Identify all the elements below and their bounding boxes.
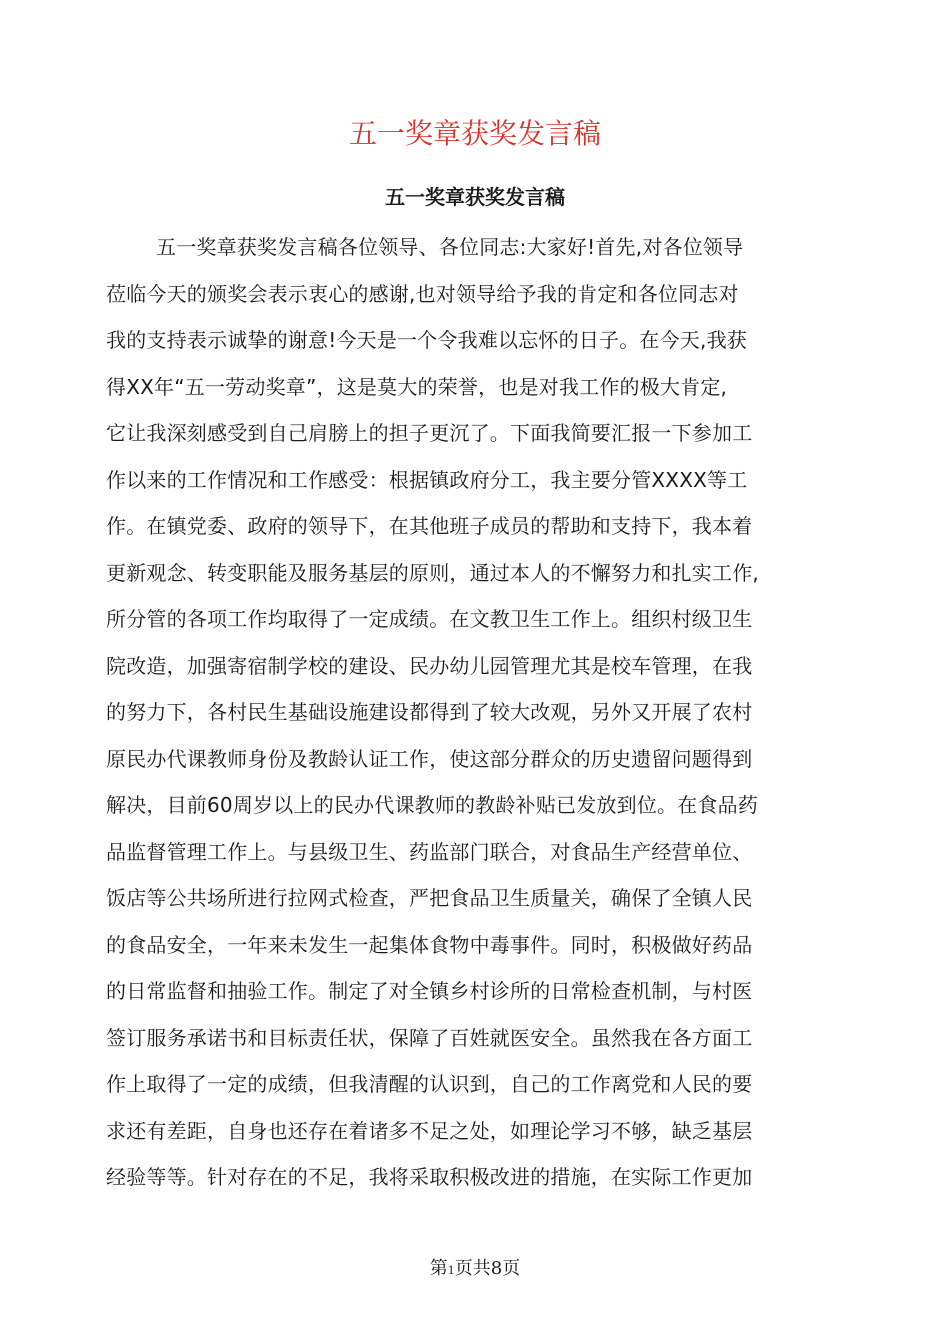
body-text bbox=[106, 224, 836, 1201]
body-line: 签订服务承诺书和目标责任状，保障了百姓就医安全。虽然我在各方面工 bbox=[106, 1025, 753, 1050]
body-line: 院改造，加强寄宿制学校的建设、民办幼儿园管理尤其是校车管理，在我 bbox=[106, 653, 753, 678]
document-subtitle: 五一奖章获奖发言稿 bbox=[385, 185, 565, 209]
body-line: 五一奖章获奖发言稿各位领导、各位同志:大家好!首先,对各位领导 bbox=[156, 235, 744, 259]
body-line: 经验等等。针对存在的不足，我将采取积极改进的措施，在实际工作更加 bbox=[106, 1165, 753, 1189]
body-line: 我的支持表示诚挚的谢意!今天是一个令我难以忘怀的日子。在今天,我获 bbox=[106, 328, 747, 352]
body-line: 品监督管理工作上。与县级卫生、药监部门联合，对食品生产经营单位、 bbox=[106, 839, 753, 864]
body-line: 更新观念、转变职能及服务基层的原则，通过本人的不懈努力和扎实工作, bbox=[106, 560, 759, 585]
body-line: 得XX年“五一劳动奖章”，这是莫大的荣誉，也是对我工作的极大肯定, bbox=[106, 374, 728, 399]
footer-prefix: 第 bbox=[429, 1258, 448, 1279]
document-title: 五一奖章获奖发言稿 bbox=[348, 117, 601, 150]
body-line: 莅临今天的颁奖会表示衷心的感谢,也对领导给予我的肯定和各位同志对 bbox=[106, 281, 739, 306]
page-footer bbox=[0, 1254, 950, 1286]
footer-suffix: 页共8页 bbox=[454, 1258, 521, 1279]
body-line: 求还有差距，自身也还存在着诸多不足之处，如理论学习不够，缺乏基层 bbox=[106, 1118, 753, 1143]
body-line: 的努力下，各村民生基础设施建设都得到了较大改观，另外又开展了农村 bbox=[106, 700, 753, 724]
body-line: 作上取得了一定的成绩，但我清醒的认识到，自己的工作离党和人民的要 bbox=[106, 1072, 753, 1096]
body-line: 解决，目前60周岁以上的民办代课教师的教龄补贴已发放到位。在食品药 bbox=[106, 793, 759, 817]
footer-current-page: 1 bbox=[447, 1264, 455, 1277]
body-line: 作以来的工作情况和工作感受：根据镇政府分工，我主要分管XXXX等工 bbox=[106, 467, 748, 492]
body-line: 作。在镇党委、政府的领导下，在其他班子成员的帮助和支持下，我本着 bbox=[106, 514, 753, 538]
body-line: 所分管的各项工作均取得了一定成绩。在文教卫生工作上。组织村级卫生 bbox=[106, 607, 753, 631]
body-line: 的日常监督和抽验工作。制定了对全镇乡村诊所的日常检查机制，与村医 bbox=[106, 979, 753, 1003]
body-line: 原民办代课教师身份及教龄认证工作，使这部分群众的历史遗留问题得到 bbox=[106, 746, 753, 771]
body-line: 的食品安全，一年来未发生一起集体食物中毒事件。同时，积极做好药品 bbox=[106, 932, 753, 957]
body-line: 它让我深刻感受到自己肩膀上的担子更沉了。下面我简要汇报一下参加工 bbox=[106, 421, 753, 445]
body-line: 饭店等公共场所进行拉网式检查，严把食品卫生质量关，确保了全镇人民 bbox=[106, 886, 753, 910]
